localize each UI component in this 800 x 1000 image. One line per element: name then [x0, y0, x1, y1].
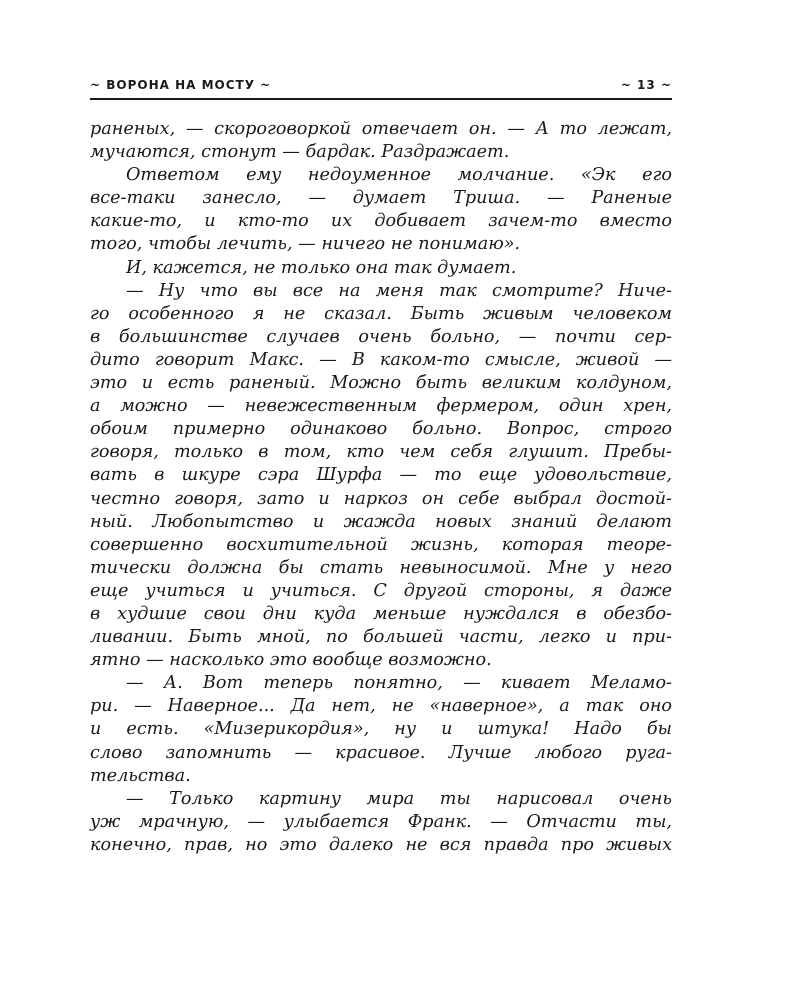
- text-line: мучаются, стонут — бардак. Раздражает.: [90, 142, 510, 163]
- text-line: это и есть раненый. Можно быть великим колдуном,: [90, 373, 672, 394]
- text-line: и есть. «Мизерикордия», ну и штука! Надо бы: [90, 719, 672, 740]
- text-line: — А. Вот теперь понятно, — кивает Меламо-: [126, 673, 672, 694]
- page-number: ~ 13 ~: [620, 78, 672, 92]
- text-line: того, чтобы лечить, — ничего не понимаю».: [90, 234, 521, 255]
- running-title: ~ ВОРОНА НА МОСТУ ~: [90, 78, 272, 92]
- text-line: конечно, прав, но это далеко не вся правда про живых: [90, 834, 672, 855]
- text-line: какие-то, и кто-то их добивает зачем-то вместо: [90, 211, 672, 232]
- text-line: И, кажется, не только она так думает.: [126, 257, 517, 278]
- text-line: дито говорит Макс. — В каком-то смысле, живой —: [90, 349, 672, 370]
- text-line: ри. — Наверное... Да нет, не «наверное», а так оно: [90, 696, 672, 717]
- text-line: ный. Любопытство и жажда новых знаний делают: [90, 511, 672, 532]
- text-line: ливании. Быть мной, по большей части, легко и при-: [90, 627, 672, 648]
- text-line: го особенного я не сказал. Быть живым человеком: [90, 303, 672, 324]
- running-header: [90, 78, 672, 94]
- text-line: — Только картину мира ты нарисовал очень: [126, 788, 672, 809]
- text-line: еще учиться и учиться. С другой стороны, я даже: [90, 580, 672, 601]
- text-line: в худшие свои дни куда меньше нуждался в обезбо-: [90, 603, 672, 624]
- text-line: слово запомнить — красивое. Лучше любого руга-: [90, 742, 672, 763]
- text-line: говоря, только в том, кто чем себя глушит. Пребы-: [90, 442, 672, 463]
- text-line: ятно — насколько это вообще возможно.: [90, 650, 492, 671]
- text-line: тельства.: [90, 765, 191, 786]
- text-line: все-таки занесло, — думает Триша. — Раненые: [90, 188, 672, 209]
- text-line: ранены​х, — скороговоркой отвечает он. — А то лежат,: [90, 119, 672, 139]
- text-line: обоим примерно одинаково больно. Вопрос, строго: [90, 419, 672, 440]
- text-line: Ответом ему недоуменное молчание. «Эк его: [126, 165, 672, 186]
- text-line: честно говоря, зато и наркоз он себе выбрал достой-: [90, 488, 672, 509]
- text-line: уж мрачную, — улыбается Франк. — Отчасти ты,: [90, 811, 672, 832]
- text-line: вать в шкуре сэра Шурфа — то еще удовольствие,: [90, 465, 672, 486]
- text-line: тически должна бы стать невыносимой. Мне у него: [90, 557, 672, 578]
- text-line: в большинстве случаев очень больно, — почти сер-: [90, 326, 672, 347]
- body-text: [90, 118, 672, 857]
- text-line: а можно — невежественным фермером, один хрен,: [90, 396, 672, 417]
- header-rule: [90, 98, 672, 100]
- text-line: — Ну что вы все на меня так смотрите? Ниче-: [126, 280, 672, 301]
- text-line: совершенно восхитительной жизнь, которая теоре-: [90, 534, 672, 555]
